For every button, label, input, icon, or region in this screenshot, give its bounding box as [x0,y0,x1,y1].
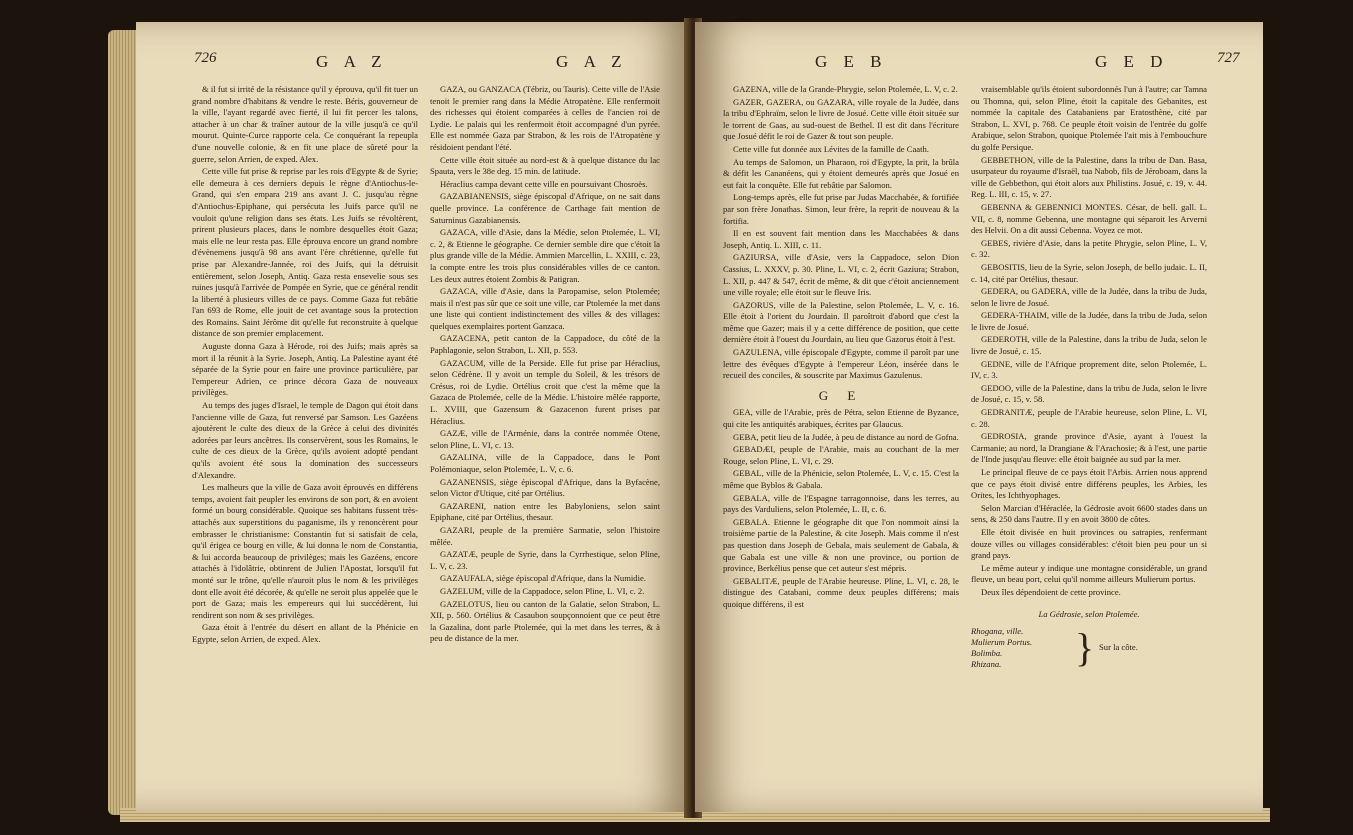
dictionary-entry: GEDRANITÆ, peuple de l'Arabie heureuse, selon Pline, L. VI, c. 28. [971,407,1207,429]
dictionary-entry: GAZÆ, ville de l'Arménie, dans la contrée nommée Otene, selon Pline, L. VI, c. 13. [430,428,660,450]
dictionary-entry: Deux îles dépendoient de cette province. [981,586,1121,597]
left-page [136,22,688,812]
dictionary-entry: GAZAUFALA, siège épiscopal d'Afrique, dans la Numidie. [440,573,646,584]
dictionary-entry: GEBENNA & GEBENNICI MONTES. César, de bell. gall. L. VII, c. 8, nomme Gebenna, une montagne qui séparoit les Arverni des Helvii. On a dit aussi Cebenna. Voyez ce mot. [971,201,1207,236]
dictionary-entry: GAZATÆ, peuple de Syrie, dans la Cyrrhestique, selon Pline, L. V, c. 23. [430,549,660,571]
dictionary-entry: GAZACENA, petit canton de la Cappadoce, du côté de la Paphlagonie, selon Strabon, L. XII, p. 553. [430,333,660,356]
dictionary-entry: GAZACA, ville d'Asie, dans la Médie, selon Ptolemée, L. VI, c. 2, & Etienne le géographe. Ce dernier semble dire que c'étoit la plus grande ville de la Médie. Ammien Marcellin, L. XXIII, c. 23, la compte entre les trois plus considérables villes de ce canton. Les deux autres étoient Zombis & Patigran. [430,227,660,284]
dictionary-entry: GAZELUM, ville de la Cappadoce, selon Pline, L. VI, c. 2. [440,585,645,596]
dictionary-entry: GEDROSIA, grande province d'Asie, ayant à l'ouest la Carmanie; au nord, la Drangiane & l'Arachosie; & à l'est, une partie de l'Inde jusqu'au fleuve: elle étoit baignée au sud par la mer. [971,431,1207,465]
brace-note: Sur la côte. [1099,642,1138,653]
dictionary-entry: GEDERA-THAIM, ville de la Judée, dans la tribu de Juda, selon le livre de Josué. [971,310,1207,332]
dictionary-entry: GAZANENSIS, siège épiscopal d'Afrique, dans la Byfacène, selon Victor d'Utique, cité par Ortélius. [430,476,660,499]
running-head-right-geb: G E B [815,52,888,71]
dictionary-entry: Héraclius campa devant cette ville en poursuivant Chosroès. [440,178,648,189]
dictionary-entry: GAZIURSA, ville d'Asie, vers la Cappadoce, selon Dion Cassius, L. XXXV, p. 30. Pline, L. VI, c. 2, écrit Gaziura; Strabon, L. XII, p. 447 & 547, écrit de même, & dit que c'étoit anciennement une ville royale; elle étoit sur le fleuve Iris. [723,252,959,298]
dictionary-entry: GEBES, rivière d'Asie, dans la petite Phrygie, selon Pline, L. V, c. 32. [971,237,1207,260]
dictionary-entry: GEDEROTH, ville de la Palestine, dans la tribu de Juda, selon le livre de Josué, c. 15. [971,334,1207,357]
dictionary-entry: Long-temps après, elle fut prise par Judas Macchabée, & fortifiée par son frère Jonathas. Simon, leur frère, la reprit de nouveau & la fortifia. [723,192,959,226]
page-number-right: 727 [1217,50,1240,66]
dictionary-entry: Auguste donna Gaza à Hérode, roi des Juifs; mais après sa mort il la réunit à la Syrie. Joseph, Antiq. La Palestine ayant été séparée de la Syrie pour en faire une province particulière, par l'empereur Adrien, ce prince décora Gaza de nouveaux privilèges. [192,341,418,398]
right-column-1 [723,84,959,612]
dictionary-entry: Les malheurs que la ville de Gaza avoit éprouvés en différens temps, avoient fait peupler les environs de son port, & en avoient formé un bourg considérable. Quoique ses habitans fussent très-attachés aux superstitions du paganisme, ils y renoncèrent pour embrasser le christianisme: Constantin fut si satisfait de cela, qu'il érigea ce bourg en ville, & lui donna le nom de Constantia, & lui accorda beaucoup de privilèges; mais les Gazéens, encore attachés à l'idolâtrie, obtinrent de Julien l'Apostat, lorsqu'il fut monté sur le trône, qu'elle n'auroit plus le nom & les privilèges dont elle avoit été décorée, & qu'elle ne seroit plus appelée que le port de Gaza; mais les empereurs qui lui succédèrent, lui rendirent son nom & ses privilèges. [192,482,418,620]
dictionary-entry: GEDNE, ville de l'Afrique proprement dite, selon Ptolemée, L. IV, c. 3. [971,358,1207,381]
dictionary-entry: GAZABIANENSIS, siège épiscopal d'Afrique, on ne sait dans quelle province. La conférence de Carthage fait mention de Saturninus Gazabianensis. [430,191,660,225]
section-heading-ge: G E [818,387,864,403]
dictionary-entry: GEBALA. Etienne le géographe dit que l'on nommoit ainsi la troisième partie de la Palestine, & cite Joseph. Mais comme il n'est pas question dans Joseph de Gebala, mais seulement de Gabala, & que Gabala est une ville & non une province, ou portion de province, Berkélius pense que cet auteur s'est mépris. [723,516,959,574]
dictionary-entry: GEDERA, ou GADERA, ville de la Judée, dans la tribu de Juda, selon le livre de Josué. [971,286,1207,308]
page-number-left: 726 [194,50,217,66]
dictionary-entry: GEDOO, ville de la Palestine, dans la tribu de Juda, selon le livre de Josué, c. 15, v. 58. [971,382,1207,405]
dictionary-entry: GAZENA, ville de la Grande-Phrygie, selon Ptolemée, L. V, c. 2. [733,84,958,94]
dictionary-entry: Au temps de Salomon, un Pharaon, roi d'Egypte, la prit, la brûla & défit les Cananéens, qui y étoient demeurés après que Josué en eut fait la conquête. Elle fut rebâtie par Salomon. [723,156,959,190]
dictionary-entry: GEBBETHON, ville de la Palestine, dans la tribu de Dan. Basa, usurpateur du royaume d'Israël, tua Nabob, fils de Jéroboam, dans la ville de Gebbethon, qui étoit alors aux Philistins. Josué, c. 19, v. 44. Reg. L. III, c. 15, v. 27. [971,154,1207,200]
running-head-right-ged: G E D [1095,52,1169,71]
dictionary-entry: Le principal fleuve de ce pays étoit l'Arbis. Arrien nous apprend que ce pays étoit divisé entre différens peuples, les Arbies, les Orites, les Ichthyophages. [971,467,1207,501]
dictionary-entry: Le même auteur y indique une montagne considérable, un grand fleuve, un beau port, celui qu'il nomme ailleurs Mulierum portus. [971,562,1207,585]
dictionary-entry: GAZACA, ville d'Asie, dans la Paropamise, selon Ptolemée; mais il n'est pas sûr que ce soit une ville, car Ptolemée la met dans une liste qui contient indistinctement des villes & des villages: quelques exemplaires portent Ganzaca. [430,286,660,331]
dictionary-entry: Elle étoit divisée en huit provinces ou satrapies, renfermant douze villes ou villages considérables: c'étoit bien peu pour un si grand pays. [971,526,1207,561]
running-head-left: G A Z [316,52,388,71]
dictionary-entry: GEBA, petit lieu de la Judée, à peu de distance au nord de Gofna. [733,431,959,442]
dictionary-entry: Cette ville fut donnée aux Lévites de la famille de Caath. [733,143,929,154]
dictionary-entry: GAZULENA, ville épiscopale d'Egypte, comme il paroît par une lettre des évêques d'Egypte à l'empereur Léon, insérée dans le recueil des conciles, & souscrite par Maximus Gazulenus. [723,347,959,381]
right-column-2 [971,84,1207,670]
dictionary-entry: GEBALITÆ, peuple de l'Arabie heureuse. Pline, L. VI, c. 28, le distingue des Catabani, comme deux peuples différens; mais quoique différens, il est [723,575,959,609]
dictionary-entry: GAZA, ou GANZACA (Tébriz, ou Tauris). Cette ville de l'Asie tenoit le premier rang dans la Médie Atropatène. Elle renfermoit des richesses qui étoient comparées à celles de l'ancien roi de Lydie. Le palais qui les renfermoit étoit accompagné d'un pyrée. Elle est nommée Gaza par Strabon, & les rois de l'Atropatène y résidoient pendant l'été. [430,84,660,152]
dictionary-entry: GEBADÆI, peuple de l'Arabie, mais au couchant de la mer Rouge, selon Pline, L. VI, c. 29. [723,444,959,466]
dictionary-entry: Selon Marcian d'Héraclée, la Gédrosie avoit 6600 stades dans un sens, & 250 dans l'autre. Il y en avoit 3800 de côtes. [971,502,1207,525]
dictionary-entry: GEBAL, ville de la Phénicie, selon Ptolemée, L. V, c. 15. C'est la même que Byblos & Gabala. [723,468,959,490]
dictionary-entry: Cette ville étoit située au nord-est & à quelque distance du lac Spauta, vers le 38e deg. 15 min. de latitude. [430,154,660,177]
dictionary-entry: vraisemblable qu'ils étoient subordonnés l'un à l'autre; car Tamna ou Thomna, qui, selon Pline, étoit la capitale des Gebanites, est nommée la capitale des Catabaniens par Eratosthène, cité par Strabon, L. XVI, p. 768. Ce peuple étoit voisin de l'entrée du golfe Arabique, selon Strabon, quoique Ptolemée l'ait mis à l'embouchure du golfe Persique. [971,84,1207,152]
dictionary-entry: GAZELOTUS, lieu ou canton de la Galatie, selon Strabon, L. XII, p. 560. Ortélius & Casaubon soupçonnoient que ce peut être la Gazalina, dont parle Ptolemée, qui la met dans les terres, & à peu de distance de la mer. [430,598,660,644]
dictionary-entry: & il fut si irrité de la résistance qu'il y éprouva, qu'il fit tuer un grand nombre d'habitans & vendre le reste. Béris, gouverneur de la ville, l'ayant regardé avec fierté, il lui fit percer les talons, attacher à un char & traîner autour de la ville jusqu'à ce qu'il mourut. Quinte-Curce rapporte cela. Ce conquérant la repeupla d'une nouvelle colonie, & en fit une place de sûreté pour la guerre, selon Arrien, de exped. Alex. [192,84,418,164]
gedrosia-subheading: La Gédrosie, selon Ptolemée. [1038,608,1140,619]
list-item: Bolimba. [971,648,1003,659]
list-item: Rhizana. [971,659,1002,670]
dictionary-entry: GAZARI, peuple de la première Sarmatie, selon l'histoire mêlée. [430,524,660,547]
dictionary-entry: GAZALINA, ville de la Cappadoce, dans le Pont Polémoniaque, selon Ptolemée, L. V, c. 6. [430,452,660,474]
dictionary-entry: Il en est souvent fait mention dans les Macchabées & dans Joseph, Antiq. L. XIII, c. 11. [723,228,959,250]
dictionary-entry: GEBOSITIS, lieu de la Syrie, selon Joseph, de bello judaic. L. II, c. 14, cité par Ortélius, thesaur. [971,261,1207,284]
dictionary-entry: GAZACUM, ville de la Perside. Elle fut prise par Héraclius, selon Cédrène. Il y avoit un temple du Soleil, & les trésors de Crésus, roi de Lydie. Ortélius croit que c'est la même que la Gazaca de Ptolemée, celle de la Médie. L'histoire mêlée rapporte, L. XVIII, que Gazensum & Gazacenon furent prises par Héraclius. [430,357,660,426]
brace-mark: } [1075,625,1095,671]
dictionary-entry: GEBALA, ville de l'Espagne tarragonnoise, dans les terres, au pays des Varduliens, selon Ptolemée, L. II, c. 6. [723,492,959,515]
list-item: Mulierum Portus. [971,637,1033,648]
dictionary-entry: GAZORUS, ville de la Palestine, selon Ptolemée, L. V, c. 16. Elle étoit à l'orient du Jourdain. Il paroîtroit d'abord que c'est la même que Gazer; mais il y a cette différence de position, que cette dernière étoit à l'ouest du Jourdain, au lieu que Gazorus étoit à l'est. [723,299,959,345]
list-item: Rhogana, ville. [971,626,1024,637]
dictionary-entry: Gaza étoit à l'entrée du désert en allant de la Phénicie en Egypte, selon Arrien, de exped. Alex. [192,622,418,644]
dictionary-entry: Cette ville fut prise & reprise par les rois d'Egypte & de Syrie; elle demeura à ces derniers depuis le règne d'Antiochus-le-Grand, qui s'en empara 219 ans avant J. C. jusqu'au règne d'Antiochus-Epiphane, qui persécuta les Juifs parce qu'il ne vouloit qu'une religion dans ses états. Les Juifs se révoltèrent, prirent plusieurs places, dans le nombre desquelles étoit Gaza; mais elle ne leur resta pas. Elle éprouva encore un grand nombre d'évènemens jusqu'à 98 ans avant l'ère chrétienne, qu'elle fut prise par Alexandre-Jannée, roi des Juifs, qui la détruisit entièrement, selon Joseph, Antiq. Gaza resta ensevelie sous ses ruines jusqu'à l'arrivée de Pompée en Syrie, que ce général rendit la liberté à plusieurs villes de ce pays. Comme Gaza fut rebâtie l'an 693 de Rome, elle jouit de cet avantage sous la protection des Romains. Saint Jérôme dit qu'elle fut reconstruite à quelque distance de son premier emplacement. [192,166,418,339]
dictionary-entry: GAZER, GAZERA, ou GAZARA, ville royale de la Judée, dans la tribu d'Ephraïm, selon le livre de Josué. Cette ville étoit située sur le torrent de Gaas, au sud-ouest de Bethel. Il est dit dans l'écriture que Josué défit le roi de Gazer & tout son peuple. [723,96,959,142]
book-page-edges [108,30,136,815]
left-column-2 [430,84,660,646]
right-page [695,22,1263,812]
running-head-left-col2: G A Z [556,52,628,71]
left-column-1 [192,84,418,647]
dictionary-entry: Au temps des juges d'Israel, le temple de Dagon qui étoit dans l'ancienne ville de Gaza, fut renversé par Samson. Les Gazéens ajoutèrent le culte des dieux de la Grèce à celui des divinités adorées par leurs ancêtres. Ils conservèrent, sous les Romains, le culte de ces dieux de la Grèce, qu'ils avoient adopté pendant qu'ils avoient été sous la domination des successeurs d'Alexandre. [192,400,418,480]
dictionary-entry: GEA, ville de l'Arabie, près de Pétra, selon Etienne de Byzance, qui cite les antiquités arabiques, écrites par Glaucus. [723,407,959,430]
dictionary-entry: GAZARENI, nation entre les Babyloniens, selon saint Epiphane, cité par Ortélius, thesaur. [430,500,660,523]
